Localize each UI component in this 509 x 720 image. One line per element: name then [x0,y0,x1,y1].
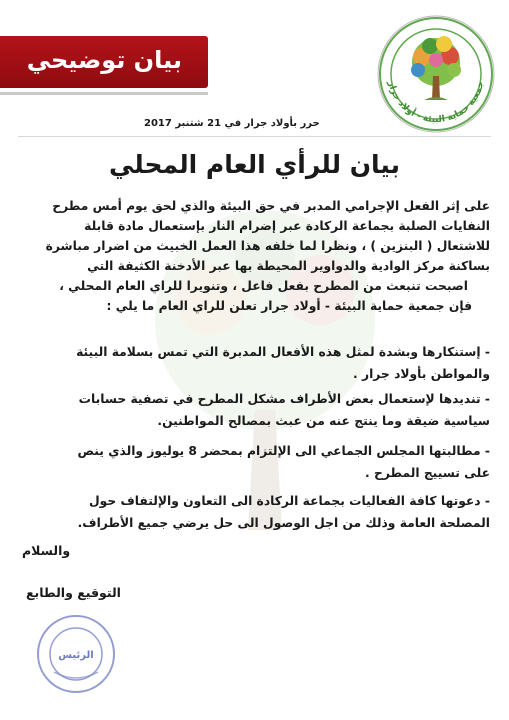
point-line: المصلحة العامة وذلك من اجل الوصول الى حل يرضي جميع الأطراف. [77,516,490,530]
intro-line: على إثر الفعل الإجرامي المدبر في حق البيئة والذي لحق يوم أمس مطرح [52,199,490,213]
banner-underline [0,92,208,95]
stamp-text: الرئيس [58,650,94,661]
header-banner [0,36,208,88]
point-line: - دعوتها كافة الفعاليات بجماعة الركادة الى التعاون والإلتفاف حول [88,494,490,508]
date-line: حرر بأولاد جرار في 21 شتنبر 2017 [144,118,320,129]
point-line: - تنديدها لإستعمال بعض الأطراف مشكل المطرح في تصفية حسابات [78,392,490,406]
statement-title: بيان للرأي العام المحلي [108,150,401,179]
point-1 [22,341,490,385]
point-3 [22,440,490,484]
point-4 [22,490,490,534]
intro-line: اصبحت تنبعث من المطرح بفعل فاعل ، وتنويرا للراي العام المحلي ، [59,279,468,293]
intro-paragraph [20,196,490,316]
signature-label: التوقيع والطابع [26,585,121,600]
association-logo [374,12,498,136]
intro-line: فإن جمعية حماية البيئة - أولاد جرار تعلن للراي العام ما يلي : [106,299,472,313]
point-line: والمواطن بأولاد جرار . [353,367,490,381]
point-line: - إستنكارها وبشدة لمثل هذه الأفعال المدبرة التي تمس بسلامة البيئة [76,345,490,359]
banner-title: بيان توضيحي [26,46,182,74]
point-line: سياسية ضيقة وما ينتج عنه من عبث بمصالح المواطنين. [157,414,490,428]
intro-line: للاشتعال ( البنزين ) ، ونظرا لما خلفه هذا العمل الخبيث من اضرار مباشرة [45,239,490,253]
point-line: - مطالبتها المجلس الجماعي الى الإلتزام بمحضر 8 يوليوز والذي ينص [77,444,490,458]
divider [18,136,491,137]
intro-line: النفايات الصلبة بجماعة الركادة عبر إضرام النار بإستعمال مادة قابلة [84,219,490,233]
closing-salutation: والسلام [22,543,71,558]
logo-text: جمعية حماية البيئة - أولاد جرار [385,80,487,126]
point-line: على تسييج المطرح . [365,466,490,480]
official-stamp [34,612,118,696]
intro-line: بساكنة مركز الوادية والدواوير المحيطة بها عبر الأدخنة الكثيفة التي [87,259,490,273]
point-2 [22,388,490,432]
